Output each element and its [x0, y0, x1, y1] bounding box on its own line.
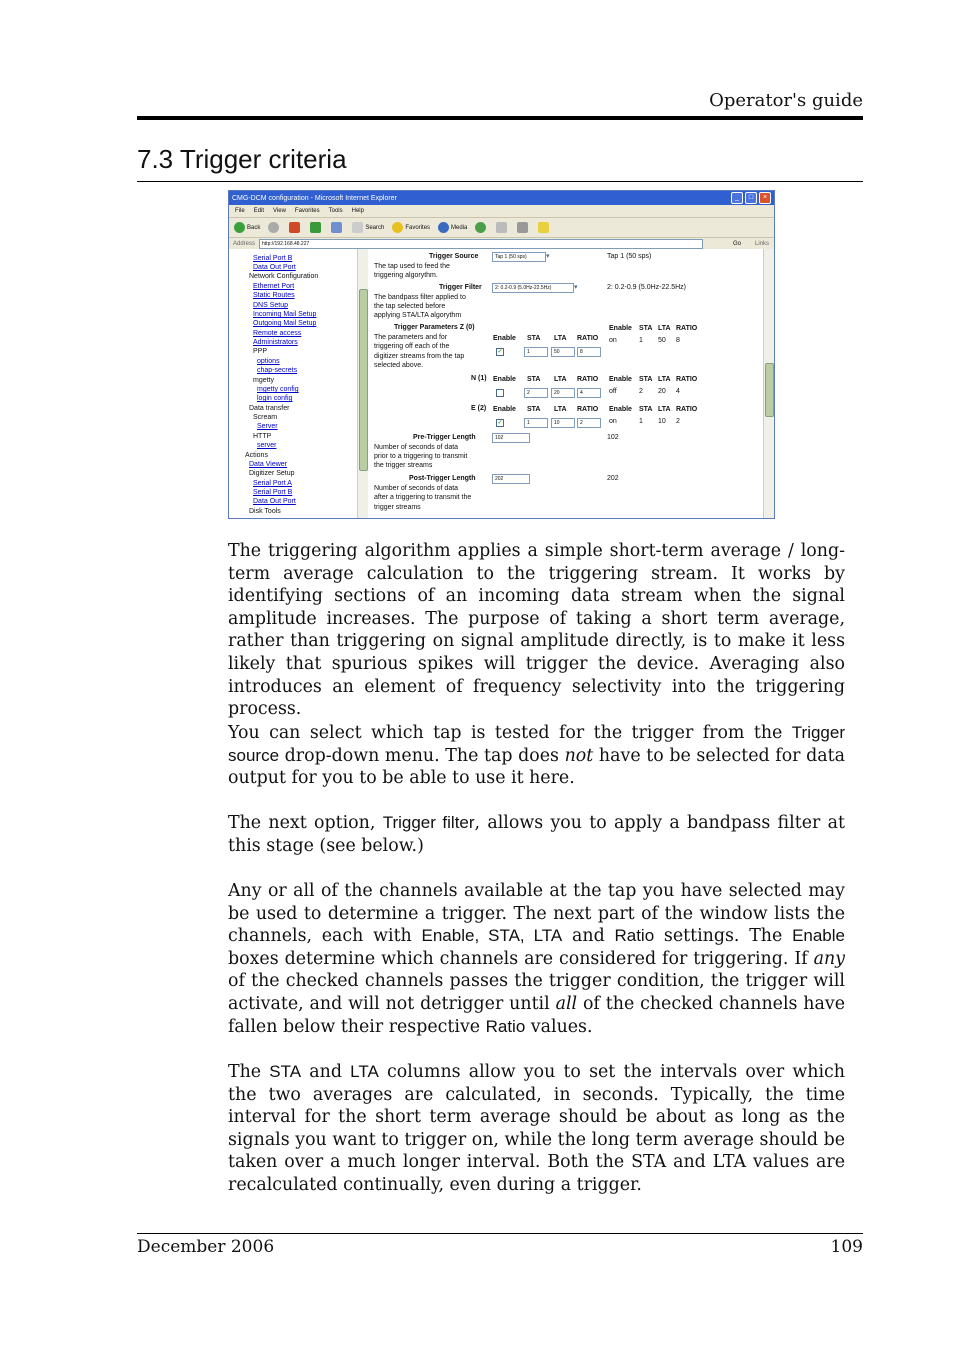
cur-sta-z: 1: [639, 337, 643, 344]
cur-col-sta: STA: [639, 325, 653, 332]
cur-col-enable-e: Enable: [609, 406, 632, 413]
p4-text-4: boxes determine which channels are considered for triggering. If: [228, 948, 814, 969]
col-enable-n: Enable: [493, 376, 516, 383]
search-button[interactable]: [352, 222, 384, 233]
history-icon: [475, 222, 486, 233]
trigger-filter-label: Trigger Filter: [439, 284, 482, 291]
enable-checkbox-z[interactable]: ✓: [497, 349, 503, 355]
nav-data-out-port[interactable]: Data Out Port: [253, 264, 296, 271]
page-number: 109: [830, 1237, 863, 1257]
enable-checkbox-e[interactable]: ✓: [497, 420, 503, 426]
nav-ppp: PPP: [253, 348, 268, 355]
sta-input-n[interactable]: 2: [524, 388, 548, 398]
col-lta-n: LTA: [554, 376, 567, 383]
pre-trigger-label: Pre-Trigger Length: [413, 434, 476, 441]
cur-ratio-n: 4: [676, 388, 680, 395]
nav-serial-port-b-2[interactable]: Serial Port B: [253, 489, 293, 496]
lta-term: LTA: [350, 1062, 379, 1081]
minimize-icon[interactable]: _: [731, 192, 743, 204]
footer-rule: [137, 1233, 863, 1234]
trigger-source-desc-1: The tap used to feed the: [374, 263, 450, 270]
menu-tools[interactable]: Tools: [328, 208, 343, 214]
paragraph-3: [228, 812, 845, 857]
sta-input-z[interactable]: 1: [524, 347, 548, 357]
cur-col-ratio: RATIO: [676, 325, 698, 332]
col-sta: STA: [527, 335, 541, 342]
p4-text-5: of the checked channels passes the trigger condition, the trigger will activate, and will not detrigger until: [228, 971, 845, 1014]
nav-network-config: Network Configuration: [249, 273, 319, 280]
nav-data-out-port-2[interactable]: Data Out Port: [253, 498, 296, 505]
favorites-button[interactable]: [392, 222, 430, 233]
post-trigger-desc-3: trigger streams: [374, 504, 421, 511]
back-button[interactable]: [234, 222, 260, 233]
nav-actions: Actions: [245, 452, 268, 459]
edit-icon: [538, 222, 549, 233]
post-trigger-desc-1: Number of seconds of data: [374, 485, 459, 492]
post-trigger-label: Post-Trigger Length: [409, 475, 476, 482]
trigger-source-desc-2: triggering algorythm.: [374, 272, 438, 279]
trigger-filter-desc-3: applying STA/LTA algorythm: [374, 312, 462, 319]
trigger-params-desc-1: The parameters and for: [374, 334, 448, 341]
mail-icon: [496, 222, 507, 233]
cur-col-enable-n: Enable: [609, 376, 632, 383]
browser-toolbar: [229, 218, 774, 238]
refresh-button[interactable]: [310, 222, 323, 233]
nav-http-server[interactable]: server: [257, 442, 277, 449]
favorites-label: Favorites: [405, 224, 431, 231]
lta-input-z[interactable]: 50: [551, 347, 575, 357]
edit-button[interactable]: [538, 222, 551, 233]
trigger-source-current: Tap 1 (50 sps): [607, 253, 652, 260]
main-scroll-thumb[interactable]: [765, 363, 774, 417]
stop-icon: [289, 222, 300, 233]
star-icon: [392, 222, 403, 233]
cur-enable-z: on: [609, 337, 617, 344]
trigger-source-select[interactable]: Tap 1 (50 sps): [492, 252, 546, 262]
stop-button[interactable]: [289, 222, 302, 233]
forward-button[interactable]: [268, 222, 281, 233]
p5-text-2: and: [301, 1062, 351, 1082]
ratio-input-n[interactable]: 4: [577, 388, 601, 398]
paragraph-2: [228, 722, 845, 790]
sta-input-e[interactable]: 1: [524, 418, 548, 428]
cur-col-lta: LTA: [658, 325, 671, 332]
forward-icon: [268, 222, 279, 233]
cur-sta-n: 2: [639, 388, 643, 395]
main-scrollbar[interactable]: [763, 249, 774, 518]
nav-tree: [229, 249, 358, 518]
p5-text-1: The: [228, 1062, 270, 1082]
p4-text-1: Any or all of the channels available at the tap you have selected may be used to determine a trigger. The next part of the window lists the channels, each with: [228, 881, 845, 947]
cur-col-enable: Enable: [609, 325, 632, 332]
pre-trigger-desc-2: prior to a triggering to transmit: [374, 453, 468, 460]
pre-trigger-desc-3: the trigger streams: [374, 462, 433, 469]
trigger-filter-desc-2: the tap selected before: [374, 303, 446, 310]
header-rule: [137, 116, 863, 120]
print-icon: [517, 222, 528, 233]
cur-lta-e: 10: [658, 418, 666, 425]
nav-scream: Scream: [253, 414, 278, 421]
p2-text-1: You can select which tap is tested for the trigger from the: [228, 723, 792, 743]
p3-text-1: The next option,: [228, 813, 383, 833]
col-lta: LTA: [554, 335, 567, 342]
trigger-params-label: Trigger Parameters Z (0): [394, 324, 475, 331]
section-rule: [137, 181, 863, 182]
p2-text-3: have to be selected for data output for you to be able to use it here.: [228, 745, 845, 789]
print-button[interactable]: [517, 222, 530, 233]
nav-incoming-mail[interactable]: Incoming Mail Setup: [253, 311, 317, 318]
cur-col-sta-n: STA: [639, 376, 653, 383]
enable-checkbox-n[interactable]: [496, 389, 504, 397]
nav-digitizer-setup: Digitizer Setup: [249, 470, 295, 477]
chevron-down-icon[interactable]: ▾: [574, 284, 578, 291]
links-label[interactable]: Links: [755, 240, 770, 247]
nav-scrollbar[interactable]: [357, 249, 368, 518]
nav-chap-secrets[interactable]: chap-secrets: [257, 367, 298, 374]
trigger-params-desc-2: triggering off each of the: [374, 343, 450, 350]
post-trigger-input[interactable]: 202: [492, 474, 530, 484]
channel-n-label: N (1): [471, 375, 487, 382]
menu-favorites[interactable]: Favorites: [294, 208, 320, 214]
ratio-input-z[interactable]: 8: [577, 347, 601, 357]
nav-mgetty: mgetty: [253, 377, 275, 384]
chevron-down-icon[interactable]: ▾: [546, 253, 550, 260]
window-title: CMG-DCM configuration - Microsoft Internet Explorer: [232, 194, 397, 202]
p5-text-3: columns allow you to set the intervals over which the two averages are calculated, in seconds. Typically, the time interval for the short term average should be about as long as the signals you want to trigger on, while the long term average should be taken over a much longer interval. Both the STA and LTA values are recalculated continually, even during a trigger.: [228, 1062, 845, 1195]
cur-sta-e: 1: [639, 418, 643, 425]
p2-emphasis: not: [564, 745, 594, 766]
nav-data-transfer: Data transfer: [249, 405, 290, 412]
running-header: Operator's guide: [709, 90, 863, 111]
enable-term: Enable: [792, 926, 845, 946]
cur-ratio-z: 8: [676, 337, 680, 344]
cur-lta-z: 50: [658, 337, 666, 344]
col-ratio-n: RATIO: [577, 376, 599, 383]
col-ratio-e: RATIO: [577, 406, 599, 413]
post-trigger-desc-2: after a triggering to transmit the: [374, 494, 472, 501]
ratio-term-2: Ratio: [485, 1016, 526, 1036]
nav-server[interactable]: Server: [257, 423, 278, 430]
p4-text-3: settings. The: [654, 926, 793, 947]
mail-button[interactable]: [496, 222, 509, 233]
nav-disk-tools: Disk Tools: [249, 508, 281, 515]
window-titlebar: [229, 191, 774, 205]
trigger-filter-current: 2: 0.2-0.9 (5.0Hz-22.5Hz): [607, 284, 686, 291]
maximize-icon[interactable]: □: [745, 192, 757, 204]
cur-col-ratio-e: RATIO: [676, 406, 698, 413]
col-sta-e: STA: [527, 406, 541, 413]
nav-mgetty-config[interactable]: mgetty config: [257, 386, 299, 393]
cur-lta-n: 20: [658, 388, 666, 395]
p3-text-2: , allows you to apply a bandpass filter at this stage (see below.): [228, 813, 845, 856]
cur-col-sta-e: STA: [639, 406, 653, 413]
footer-date: December 2006: [137, 1237, 275, 1257]
post-trigger-current: 202: [607, 475, 619, 482]
nav-options[interactable]: options: [257, 358, 280, 365]
nav-scroll-thumb[interactable]: [359, 289, 368, 471]
nav-serial-port-a[interactable]: Serial Port A: [253, 480, 292, 487]
nav-serial-port-b[interactable]: Serial Port B: [253, 255, 293, 262]
menu-edit[interactable]: Edit: [253, 208, 265, 214]
trigger-filter-select[interactable]: 2: 0.2-0.9 (5.0Hz-22.5Hz): [492, 283, 574, 293]
go-button[interactable]: Go: [733, 240, 742, 247]
nav-administrators[interactable]: Administrators: [253, 339, 298, 346]
paragraph-1: The triggering algorithm applies a simple short-term average / long-term average calculation to the triggering stream. It works by identifying sections of an incoming data stream when the signal amplitude increases. The purpose of taking a short term average, rather than triggering on signal amplitude directly, is to make it less likely that spurious spikes will trigger the device. Averaging also introduces an element of frequency selectivity into the triggering process.: [228, 541, 845, 720]
media-label: Media: [451, 224, 468, 231]
cur-enable-n: off: [609, 388, 617, 395]
close-icon[interactable]: ×: [759, 192, 771, 204]
nav-login-config[interactable]: login config: [257, 395, 293, 402]
page-content: [229, 249, 774, 518]
home-icon: [331, 222, 342, 233]
search-icon: [352, 222, 363, 233]
lta-input-e[interactable]: 10: [551, 418, 575, 428]
media-icon: [438, 222, 449, 233]
col-ratio: RATIO: [577, 335, 599, 342]
nav-remote-access[interactable]: Remote access: [253, 330, 302, 337]
cur-ratio-e: 2: [676, 418, 680, 425]
cur-enable-e: on: [609, 418, 617, 425]
menu-file[interactable]: File: [235, 208, 245, 214]
sta-term: STA: [269, 1062, 302, 1081]
cur-col-lta-e: LTA: [658, 406, 671, 413]
col-sta-n: STA: [527, 376, 541, 383]
col-enable-e: Enable: [493, 406, 516, 413]
nav-outgoing-mail[interactable]: Outgoing Mail Setup: [253, 320, 317, 327]
trigger-form: [369, 249, 763, 518]
address-input[interactable]: http://192.168.48.227: [259, 239, 703, 249]
enable-sta-lta-term: Enable, STA, LTA: [421, 926, 563, 946]
col-lta-e: LTA: [554, 406, 567, 413]
p4-text-2: and: [562, 926, 615, 947]
back-icon: [234, 222, 245, 233]
refresh-icon: [310, 222, 321, 233]
back-label: Back: [247, 224, 261, 231]
address-label: Address: [233, 240, 256, 247]
menu-view[interactable]: View: [273, 208, 286, 214]
pre-trigger-input[interactable]: 102: [492, 433, 530, 443]
history-button[interactable]: [475, 222, 488, 233]
search-label: Search: [365, 224, 385, 231]
trigger-params-desc-3: digitizer streams from the tap: [374, 353, 465, 360]
pre-trigger-desc-1: Number of seconds of data: [374, 444, 459, 451]
trigger-source-label: Trigger Source: [429, 253, 479, 260]
paragraph-4: [228, 880, 845, 1038]
channel-e-label: E (2): [471, 405, 487, 412]
nav-dns-setup[interactable]: DNS Setup: [253, 302, 289, 309]
nav-http: HTTP: [253, 433, 272, 440]
nav-static-routes[interactable]: Static Routes: [253, 292, 295, 299]
menu-help[interactable]: Help: [351, 208, 364, 214]
p4-text-6: of the checked channels have fallen below their respective: [228, 993, 845, 1037]
cur-col-lta-n: LTA: [658, 376, 671, 383]
trigger-filter-desc-1: The bandpass filter applied to: [374, 294, 466, 301]
media-button[interactable]: [438, 222, 467, 233]
paragraph-5: [228, 1061, 845, 1197]
nav-ethernet-port[interactable]: Ethernet Port: [253, 283, 295, 290]
lta-input-n[interactable]: 20: [551, 388, 575, 398]
any-emphasis: any: [813, 948, 845, 969]
pre-trigger-current: 102: [607, 434, 619, 441]
menu-bar: [229, 205, 774, 218]
col-enable: Enable: [493, 335, 516, 342]
ratio-term: Ratio: [614, 926, 655, 946]
cur-col-ratio-n: RATIO: [676, 376, 698, 383]
trigger-filter-term: Trigger filter: [382, 813, 475, 832]
trigger-params-desc-4: selected above.: [374, 362, 424, 369]
all-emphasis: all: [555, 993, 578, 1014]
trigger-source-term: Trigger source: [228, 723, 845, 765]
p4-text-7: values.: [525, 1016, 593, 1037]
p2-text-2: drop-down menu. The tap does: [279, 745, 565, 766]
nav-data-viewer[interactable]: Data Viewer: [249, 461, 288, 468]
section-title: 7.3 Trigger criteria: [137, 144, 347, 174]
ratio-input-e[interactable]: 2: [577, 418, 601, 428]
browser-screenshot: [228, 190, 775, 519]
home-button[interactable]: [331, 222, 344, 233]
